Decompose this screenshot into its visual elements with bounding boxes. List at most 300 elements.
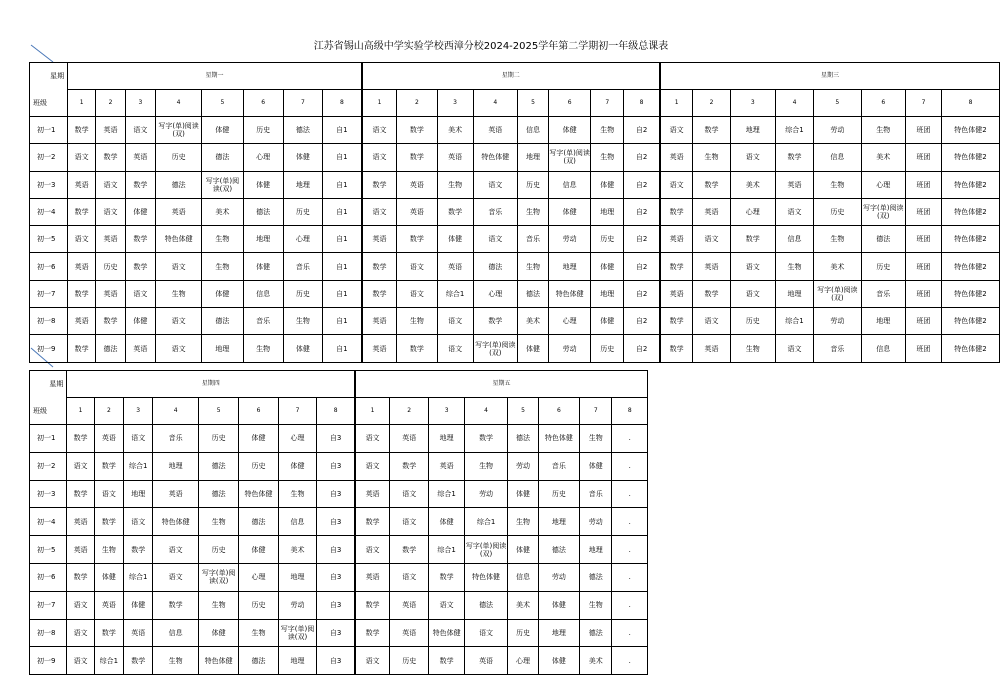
lesson-cell: 生物 [155, 280, 201, 307]
lesson-cell: 音乐 [518, 226, 549, 253]
lesson-cell: 地理 [202, 335, 243, 362]
lesson-cell: 特色体健 [429, 619, 464, 647]
table-row [30, 198, 1000, 225]
lesson-cell: 班团 [905, 308, 941, 335]
lesson-cell: 语文 [125, 117, 155, 144]
week-label: 星期 [30, 63, 68, 90]
lesson-cell: 历史 [243, 117, 283, 144]
lesson-cell: 语文 [473, 226, 517, 253]
day-header: 星期一 [68, 63, 362, 90]
lesson-cell: 体健 [202, 117, 243, 144]
class-name: 初一5 [30, 226, 68, 253]
lesson-cell: 英语 [473, 117, 517, 144]
period-number: 5 [202, 90, 243, 117]
table-row [30, 144, 1000, 171]
lesson-cell: 历史 [730, 308, 775, 335]
table-row [30, 480, 648, 508]
lesson-cell: 德法 [580, 563, 612, 591]
lesson-cell: 自3 [317, 508, 355, 536]
lesson-cell: 数学 [660, 198, 693, 225]
day-header: 星期五 [355, 371, 647, 398]
lesson-cell: 地理 [591, 198, 624, 225]
lesson-cell: 劳动 [508, 452, 538, 480]
table-row [30, 508, 648, 536]
lesson-cell: 信息 [518, 117, 549, 144]
lesson-cell: . [612, 480, 648, 508]
lesson-cell: 劳动 [548, 335, 590, 362]
header-row-periods [30, 90, 1000, 117]
period-number: 7 [580, 398, 612, 425]
lesson-cell: 体健 [243, 253, 283, 280]
lesson-cell: 体健 [243, 171, 283, 198]
lesson-cell: 语文 [473, 171, 517, 198]
lesson-cell: 德法 [243, 198, 283, 225]
class-name: 初一4 [30, 508, 67, 536]
lesson-cell: 特色体健 [473, 144, 517, 171]
lesson-cell: 英语 [96, 117, 126, 144]
lesson-cell: 自3 [317, 452, 355, 480]
lesson-cell: 数学 [94, 508, 123, 536]
period-number: 4 [473, 90, 517, 117]
lesson-cell: 写字(单)阅读(双) [278, 619, 316, 647]
period-number: 8 [323, 90, 362, 117]
lesson-cell: 数学 [67, 425, 94, 453]
lesson-cell: 体健 [538, 591, 579, 619]
class-name: 初一9 [30, 647, 67, 675]
period-number: 2 [390, 398, 429, 425]
table-row [30, 647, 648, 675]
lesson-cell: 体健 [278, 452, 316, 480]
period-number: 7 [591, 90, 624, 117]
lesson-cell: 数学 [429, 647, 464, 675]
class-name: 初一2 [30, 452, 67, 480]
lesson-cell: 自1 [323, 171, 362, 198]
lesson-cell: 德法 [538, 536, 579, 564]
lesson-cell: 语文 [437, 308, 473, 335]
lesson-cell: 自2 [624, 308, 660, 335]
lesson-cell: 音乐 [473, 198, 517, 225]
lesson-cell: 数学 [775, 144, 813, 171]
lesson-cell: 劳动 [548, 226, 590, 253]
lesson-cell: 特色体健2 [942, 198, 1000, 225]
period-number: 4 [775, 90, 813, 117]
lesson-cell: 美术 [814, 253, 861, 280]
lesson-cell: 数学 [730, 226, 775, 253]
lesson-cell: 数学 [125, 226, 155, 253]
lesson-cell: 地理 [283, 171, 322, 198]
lesson-cell: 自2 [624, 144, 660, 171]
lesson-cell: 德法 [239, 508, 278, 536]
period-number: 5 [198, 398, 238, 425]
lesson-cell: 体健 [283, 144, 322, 171]
lesson-cell: 地理 [730, 117, 775, 144]
lesson-cell: 体健 [548, 198, 590, 225]
lesson-cell: 英语 [390, 619, 429, 647]
lesson-cell: 语文 [660, 117, 693, 144]
period-number: 3 [124, 398, 153, 425]
lesson-cell: 德法 [518, 280, 549, 307]
lesson-cell: 历史 [390, 647, 429, 675]
lesson-cell: 历史 [155, 144, 201, 171]
lesson-cell: 数学 [67, 563, 94, 591]
lesson-cell: 英语 [96, 280, 126, 307]
class-label: 班级 [30, 398, 67, 425]
lesson-cell: 语文 [362, 117, 397, 144]
lesson-cell: 数学 [437, 198, 473, 225]
lesson-cell: 心理 [278, 425, 316, 453]
lesson-cell: 语文 [730, 280, 775, 307]
lesson-cell: 德法 [96, 335, 126, 362]
lesson-cell: 语文 [124, 508, 153, 536]
lesson-cell: 语文 [125, 280, 155, 307]
period-number: 1 [660, 90, 693, 117]
class-name: 初一8 [30, 619, 67, 647]
lesson-cell: 德法 [198, 480, 238, 508]
lesson-cell: 音乐 [153, 425, 199, 453]
lesson-cell: 地理 [124, 480, 153, 508]
lesson-cell: 信息 [243, 280, 283, 307]
lesson-cell: 德法 [155, 171, 201, 198]
lesson-cell: 英语 [67, 508, 94, 536]
day-header: 星期四 [67, 371, 355, 398]
lesson-cell: 英语 [397, 171, 437, 198]
lesson-cell: 历史 [518, 171, 549, 198]
lesson-cell: . [612, 508, 648, 536]
lesson-cell: 数学 [660, 253, 693, 280]
lesson-cell: 历史 [198, 425, 238, 453]
lesson-cell: 数学 [124, 647, 153, 675]
lesson-cell: 数学 [153, 591, 199, 619]
lesson-cell: 美术 [730, 171, 775, 198]
period-number: 6 [538, 398, 579, 425]
lesson-cell: 劳动 [814, 117, 861, 144]
header-row-days [30, 371, 648, 398]
lesson-cell: 生物 [591, 144, 624, 171]
class-name: 初一6 [30, 253, 68, 280]
lesson-cell: 英语 [125, 144, 155, 171]
lesson-cell: 音乐 [243, 308, 283, 335]
period-number: 8 [317, 398, 355, 425]
lesson-cell: 自3 [317, 619, 355, 647]
lesson-cell: 生物 [508, 508, 538, 536]
lesson-cell: 特色体健2 [942, 280, 1000, 307]
lesson-cell: 语文 [437, 335, 473, 362]
lesson-cell: 语文 [67, 647, 94, 675]
lesson-cell: 生物 [283, 308, 322, 335]
period-number: 1 [67, 398, 94, 425]
lesson-cell: 数学 [94, 452, 123, 480]
lesson-cell: 数学 [397, 144, 437, 171]
lesson-cell: 数学 [96, 144, 126, 171]
lesson-cell: 语文 [355, 452, 389, 480]
period-number: 4 [464, 398, 507, 425]
lesson-cell: 语文 [775, 335, 813, 362]
lesson-cell: 生物 [397, 308, 437, 335]
lesson-cell: 生物 [202, 226, 243, 253]
lesson-cell: 生物 [580, 425, 612, 453]
lesson-cell: 地理 [591, 280, 624, 307]
lesson-cell: 英语 [355, 563, 389, 591]
period-number: 6 [243, 90, 283, 117]
page-title: 江苏省锡山高级中学实验学校西漳分校2024-2025学年第二学期初一年级总课表 [313, 41, 669, 52]
lesson-cell: 数学 [429, 563, 464, 591]
lesson-cell: 语文 [390, 480, 429, 508]
lesson-cell: 英语 [660, 226, 693, 253]
lesson-cell: 地理 [580, 536, 612, 564]
lesson-cell: 写字(单)阅读(双) [814, 280, 861, 307]
lesson-cell: . [612, 619, 648, 647]
lesson-cell: 综合1 [464, 508, 507, 536]
period-number: 3 [437, 90, 473, 117]
lesson-cell: 英语 [693, 335, 730, 362]
lesson-cell: 历史 [283, 280, 322, 307]
lesson-cell: 语文 [464, 619, 507, 647]
lesson-cell: 语文 [155, 253, 201, 280]
lesson-cell: 体健 [508, 480, 538, 508]
lesson-cell: 德法 [198, 452, 238, 480]
lesson-cell: 自3 [317, 425, 355, 453]
lesson-cell: 英语 [660, 280, 693, 307]
lesson-cell: 语文 [67, 452, 94, 480]
lesson-cell: 生物 [278, 480, 316, 508]
lesson-cell: 综合1 [429, 480, 464, 508]
lesson-cell: . [612, 452, 648, 480]
class-name: 初一4 [30, 198, 68, 225]
lesson-cell: 英语 [390, 425, 429, 453]
lesson-cell: 地理 [775, 280, 813, 307]
lesson-cell: 英语 [68, 171, 96, 198]
lesson-cell: 写字(单)阅读(双) [202, 171, 243, 198]
lesson-cell: 英语 [437, 253, 473, 280]
lesson-cell: 体健 [239, 536, 278, 564]
lesson-cell: 心理 [473, 280, 517, 307]
lesson-cell: 生物 [198, 591, 238, 619]
lesson-cell: 班团 [905, 253, 941, 280]
lesson-cell: 特色体健2 [942, 117, 1000, 144]
lesson-cell: 音乐 [861, 280, 905, 307]
lesson-cell: 综合1 [429, 536, 464, 564]
lesson-cell: 数学 [362, 280, 397, 307]
week-label: 星期 [30, 371, 67, 398]
lesson-cell: 体健 [591, 308, 624, 335]
period-number: 2 [94, 398, 123, 425]
lesson-cell: 自2 [624, 171, 660, 198]
lesson-cell: 数学 [355, 508, 389, 536]
lesson-cell: 特色体健 [239, 480, 278, 508]
lesson-cell: 地理 [153, 452, 199, 480]
lesson-cell: 美术 [518, 308, 549, 335]
lesson-cell: 地理 [429, 425, 464, 453]
lesson-cell: 自1 [323, 280, 362, 307]
lesson-cell: 地理 [538, 619, 579, 647]
lesson-cell: 体健 [518, 335, 549, 362]
lesson-cell: 数学 [693, 171, 730, 198]
lesson-cell: 英语 [693, 198, 730, 225]
lesson-cell: 语文 [124, 425, 153, 453]
lesson-cell: 自3 [317, 563, 355, 591]
lesson-cell: 体健 [580, 452, 612, 480]
period-number: 2 [397, 90, 437, 117]
lesson-cell: 体健 [591, 171, 624, 198]
lesson-cell: 信息 [153, 619, 199, 647]
lesson-cell: 地理 [278, 563, 316, 591]
class-name: 初一2 [30, 144, 68, 171]
lesson-cell: . [612, 647, 648, 675]
lesson-cell: 地理 [861, 308, 905, 335]
lesson-cell: 德法 [473, 253, 517, 280]
period-number: 4 [153, 398, 199, 425]
lesson-cell: 生物 [861, 117, 905, 144]
lesson-cell: 心理 [243, 144, 283, 171]
lesson-cell: 语文 [693, 226, 730, 253]
lesson-cell: 数学 [67, 480, 94, 508]
lesson-cell: 语文 [390, 508, 429, 536]
lesson-cell: 历史 [538, 480, 579, 508]
lesson-cell: 地理 [243, 226, 283, 253]
lesson-cell: 英语 [775, 171, 813, 198]
table-row [30, 425, 648, 453]
lesson-cell: 英语 [155, 198, 201, 225]
lesson-cell: 语文 [397, 253, 437, 280]
table-row [30, 226, 1000, 253]
lesson-cell: 心理 [861, 171, 905, 198]
table-row [30, 563, 648, 591]
class-name: 初一7 [30, 280, 68, 307]
lesson-cell: 数学 [68, 280, 96, 307]
lesson-cell: 自1 [323, 335, 362, 362]
lesson-cell: 德法 [202, 144, 243, 171]
lesson-cell: 地理 [538, 508, 579, 536]
lesson-cell: 语文 [155, 335, 201, 362]
lesson-cell: 德法 [580, 619, 612, 647]
lesson-cell: 语文 [355, 536, 389, 564]
lesson-cell: 英语 [94, 591, 123, 619]
lesson-cell: 英语 [362, 308, 397, 335]
lesson-cell: 班团 [905, 226, 941, 253]
lesson-cell: 数学 [362, 253, 397, 280]
lesson-cell: 自2 [624, 253, 660, 280]
lesson-cell: 语文 [362, 198, 397, 225]
lesson-cell: 英语 [464, 647, 507, 675]
lesson-cell: 班团 [905, 198, 941, 225]
header-row-days [30, 63, 1000, 90]
lesson-cell: 语文 [693, 308, 730, 335]
class-name: 初一9 [30, 335, 68, 362]
lesson-cell: 英语 [429, 452, 464, 480]
lesson-cell: 美术 [202, 198, 243, 225]
day-header: 星期二 [362, 63, 660, 90]
lesson-cell: 英语 [153, 480, 199, 508]
lesson-cell: 自1 [323, 253, 362, 280]
lesson-cell: 生物 [94, 536, 123, 564]
lesson-cell: 体健 [239, 425, 278, 453]
lesson-cell: 信息 [814, 144, 861, 171]
lesson-cell: 数学 [660, 308, 693, 335]
lesson-cell: 心理 [283, 226, 322, 253]
lesson-cell: 班团 [905, 280, 941, 307]
lesson-cell: 信息 [861, 335, 905, 362]
lesson-cell: 美术 [580, 647, 612, 675]
period-number: 1 [68, 90, 96, 117]
lesson-cell: 劳动 [814, 308, 861, 335]
lesson-cell: 数学 [693, 117, 730, 144]
lesson-cell: 自1 [323, 198, 362, 225]
lesson-cell: 自2 [624, 335, 660, 362]
lesson-cell: 英语 [660, 144, 693, 171]
lesson-cell: 体健 [124, 591, 153, 619]
lesson-cell: 体健 [125, 198, 155, 225]
period-number: 3 [730, 90, 775, 117]
period-number: 6 [239, 398, 278, 425]
lesson-cell: 体健 [429, 508, 464, 536]
lesson-cell: 劳动 [538, 563, 579, 591]
period-number: 6 [548, 90, 590, 117]
period-number: 7 [905, 90, 941, 117]
lesson-cell: 德法 [202, 308, 243, 335]
lesson-cell: 特色体健 [198, 647, 238, 675]
lesson-cell: 体健 [591, 253, 624, 280]
lesson-cell: 特色体健2 [942, 335, 1000, 362]
table-row [30, 253, 1000, 280]
lesson-cell: 美术 [508, 591, 538, 619]
lesson-cell: 历史 [239, 452, 278, 480]
lesson-cell: 班团 [905, 335, 941, 362]
lesson-cell: 自2 [624, 280, 660, 307]
lesson-cell: 自1 [323, 144, 362, 171]
header-row-periods [30, 398, 648, 425]
lesson-cell: 德法 [283, 117, 322, 144]
lesson-cell: 英语 [125, 335, 155, 362]
lesson-cell: 音乐 [538, 452, 579, 480]
period-number: 8 [612, 398, 648, 425]
lesson-cell: 历史 [814, 198, 861, 225]
lesson-cell: 写字(单)阅读(双) [473, 335, 517, 362]
lesson-cell: 班团 [905, 144, 941, 171]
lesson-cell: 生物 [243, 335, 283, 362]
lesson-cell: 语文 [775, 198, 813, 225]
lesson-cell: 体健 [538, 647, 579, 675]
lesson-cell: 历史 [591, 335, 624, 362]
lesson-cell: 劳动 [278, 591, 316, 619]
lesson-cell: 英语 [68, 308, 96, 335]
lesson-cell: 音乐 [283, 253, 322, 280]
lesson-cell: 地理 [278, 647, 316, 675]
lesson-cell: 综合1 [124, 452, 153, 480]
lesson-cell: 美术 [437, 117, 473, 144]
lesson-cell: 音乐 [814, 335, 861, 362]
lesson-cell: 劳动 [464, 480, 507, 508]
lesson-cell: 数学 [94, 619, 123, 647]
lesson-cell: 历史 [96, 253, 126, 280]
lesson-cell: 数学 [68, 335, 96, 362]
lesson-cell: 数学 [693, 280, 730, 307]
class-name: 初一1 [30, 425, 67, 453]
lesson-cell: 生物 [814, 171, 861, 198]
lesson-cell: 数学 [96, 308, 126, 335]
lesson-cell: 语文 [94, 480, 123, 508]
lesson-cell: 语文 [362, 144, 397, 171]
lesson-cell: 自2 [624, 226, 660, 253]
lesson-cell: 班团 [905, 171, 941, 198]
lesson-cell: 数学 [125, 171, 155, 198]
lesson-cell: 语文 [355, 425, 389, 453]
lesson-cell: 语文 [96, 198, 126, 225]
lesson-cell: 体健 [548, 117, 590, 144]
lesson-cell: 数学 [660, 335, 693, 362]
lesson-cell: 信息 [548, 171, 590, 198]
lesson-cell: 数学 [397, 335, 437, 362]
table-row [30, 308, 1000, 335]
